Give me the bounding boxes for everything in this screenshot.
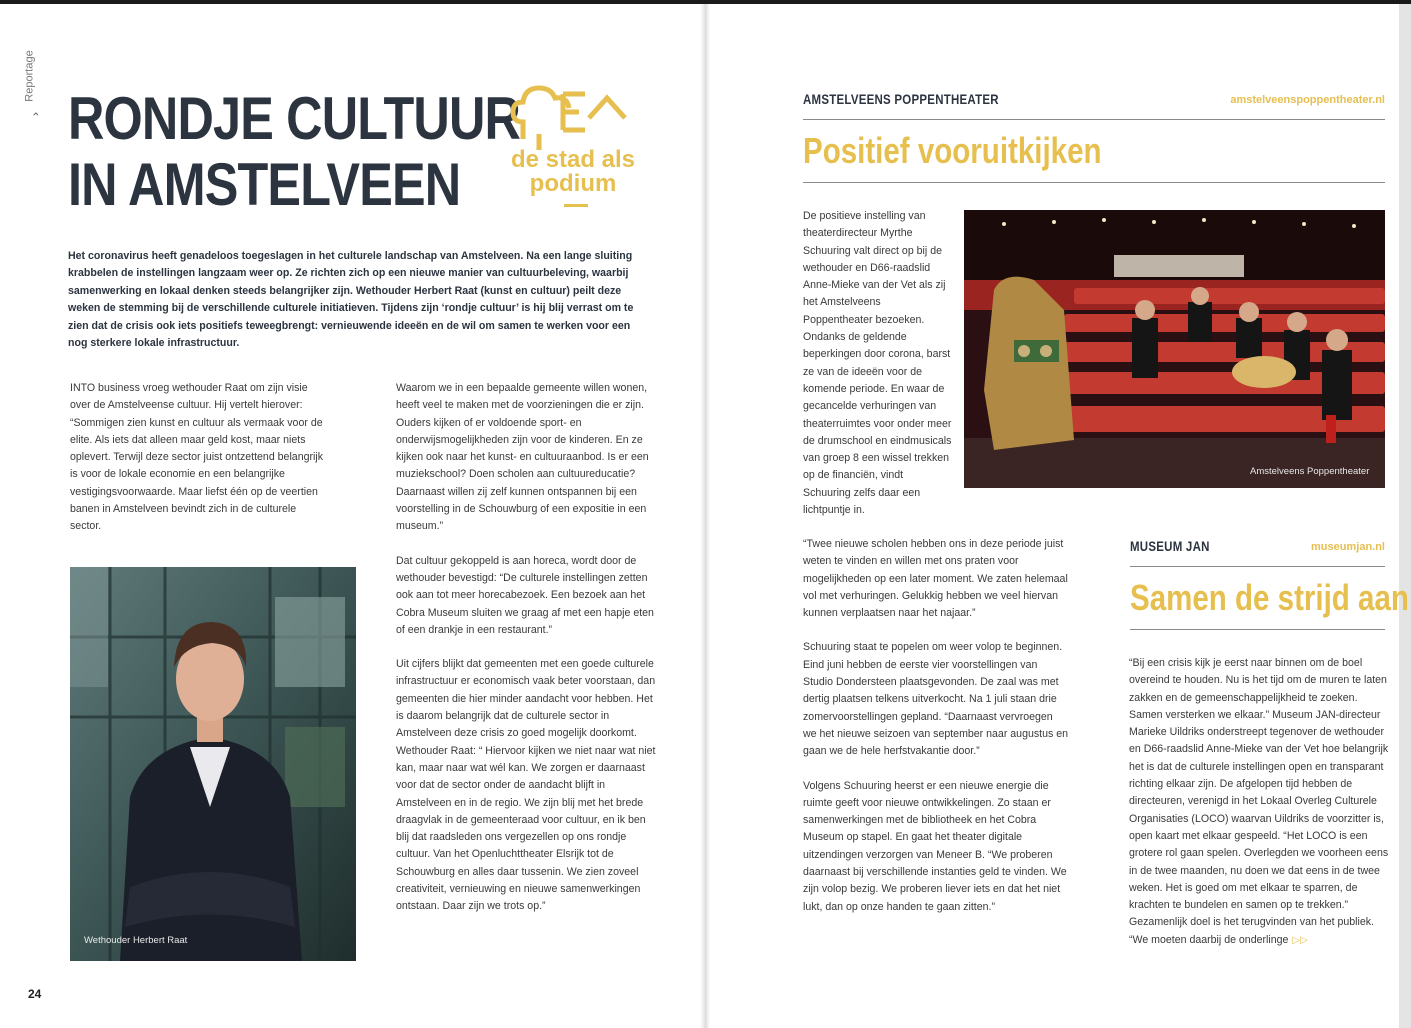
title-line-1: RONDJE CULTUUR bbox=[68, 85, 521, 152]
section-tag-label: Reportage bbox=[23, 50, 36, 102]
logo-underline bbox=[564, 204, 588, 207]
page-edge bbox=[1399, 4, 1411, 1028]
article1-title bbox=[803, 131, 1385, 171]
theater-illustration bbox=[964, 210, 1385, 488]
theater-photo bbox=[964, 210, 1385, 488]
page-spine bbox=[700, 4, 710, 1028]
article2-org-label: MUSEUM JAN bbox=[1130, 538, 1210, 554]
divider bbox=[1130, 629, 1385, 630]
article1-narrow-column bbox=[803, 208, 953, 536]
article2-text: “Bij een crisis kijk je eerst naar binnen om de boel overeind te houden. Nu is het tijd om de muren te laten zakken en de gemeenschappelijkheid te zoeken. Samen versterken we elkaar.” Museum JAN-directeur Marieke Uildriks onderstreept tegenover de wethouder en D66-raadslid Anne-Mieke van der Vet hoe belangrijk het is dat de culturele instellingen open en transparant richting elkaar zijn. De afgelopen tijd hebben de directeuren, verenigd in het Lokaal Overleg Culturele Organisaties (LOCO) waarvan Uildriks de voorzitter is, open kaart met elkaar gespeeld. “Het LOCO is een grotere rol gaan spelen. Overlegden we voorheen eens in de twee maanden, nu doen we dat eens in de twee weken. Het is goed om met elkaar te sparren, de krachten te bundelen en samen op te trekken.” Gezamenlijk doel is het terugvinden van het publiek. “We moeten daarbij de onderlinge bbox=[1129, 657, 1389, 946]
body-paragraph: Waarom we in een bepaalde gemeente willen wonen, heeft veel te maken met de voorzieningen die er zijn. Ouders kijken of er voldoende sport- en onderwijsmogelijkheden zijn voor de kinderen. En ze kijken ook naar het kunst- en cultuuraanbod. Is er een muziekschool? Doen scholen aan cultuureducatie? Daarnaast willen zij zelf kunnen ontspannen bij een voorstelling in de Schouwburg of een expositie in een museum.” bbox=[396, 382, 649, 533]
article1-body bbox=[803, 536, 1068, 933]
continue-arrow-icon: ▷▷ bbox=[1292, 934, 1308, 946]
page-number: 24 bbox=[28, 987, 42, 1001]
body-paragraph: “Twee nieuwe scholen hebben ons in deze periode juist weten te vinden en willen met ons praten voor mogelijkheden op een later moment. We zaten helemaal vol met verhuringen. Gelukkig hebben we veel hiervan kunnen verplaatsen naar het najaar.” bbox=[803, 538, 1068, 620]
chevron-right-icon: › bbox=[28, 111, 43, 117]
logo-line-2: podium bbox=[529, 170, 617, 197]
article2-url[interactable]: museumjan.nl bbox=[1311, 541, 1385, 553]
article1-title-text: Positief vooruitkijken bbox=[803, 130, 1102, 171]
divider bbox=[1130, 566, 1385, 567]
body-paragraph: INTO business vroeg wethouder Raat om zijn visie over de Amstelveense cultuur. Hij vertelt hierover: “Sommigen zien kunst en cultuur als vermaak voor de elite. Als iets dat alleen maar geld kost, maar niets oplevert. Terwijl deze sector juist ontzettend belangrijk is voor de lokale economie en een belangrijke vestigingsvoorwaarde. Maar liefst één op de veertien banen in Amstelveen bevindt zich in de culturele sector. bbox=[70, 382, 324, 533]
article1-org-label: AMSTELVEENS POPPENTHEATER bbox=[803, 91, 999, 107]
body-paragraph: Schuuring staat te popelen om weer volop te beginnen. Eind juni hebben de eerste vier voorstellingen van Studio Dondersteen plaatsgevonden. De zaal was met dertig plaatsen telkens uitverkocht. Na 1 juli staan drie zomervoorstellingen gepland. “Daarnaast vervroegen we het nieuwe seizoen van september naar augustus en gaan we de hele herfstvakantie door.” bbox=[803, 641, 1069, 758]
body-paragraph: De positieve instelling van theaterdirecteur Myrthe Schuuring valt direct op bij de wethouder en D66-raadslid Anne-Mieke van der Vet als zij het Amstelveens Poppentheater bezoeken. Ondanks de geldende beperkingen door corona, barst ze van de ideeën voor de komende periode. En waar de gecancelde verhuringen van theaterruimtes voor onder meer de drumschool en eindmusicals van groep 8 een wissel trekken op de financiën, vindt Schuuring zelfs daar een lichtpuntje in. bbox=[803, 210, 952, 517]
divider bbox=[803, 182, 1385, 183]
article2-title-text: Samen de strijd aan bbox=[1130, 577, 1409, 618]
logo-text bbox=[505, 148, 641, 196]
body-paragraph bbox=[1129, 655, 1391, 949]
article2-body bbox=[1129, 655, 1391, 966]
photo-caption: Wethouder Herbert Raat bbox=[84, 935, 188, 946]
intro-paragraph: Het coronavirus heeft genadeloos toegeslagen in het culturele landschap van Amstelveen. Na een lange sluiting krabbelen de instellingen langzaam weer op. Ze richten zich op een nieuwe manier van cultuurbeleving, waarbij samenwerking en lokaal denken steeds belangrijker zijn. Wethouder Herbert Raat (kunst en cultuur) peilt deze weken de stemming bij de verschillende culturele initiatieven. Tijdens zijn ‘rondje cultuur’ is hij blij verrast om te zien dat de crisis ook iets positiefs teweegbrengt: vernieuwende ideeën en de wil om samen te werken voor een nog sterkere lokale infrastructuur. bbox=[68, 250, 634, 350]
divider bbox=[803, 119, 1385, 120]
body-paragraph: Dat cultuur gekoppeld is aan horeca, wordt door de wethouder bevestigd: “De culturele instellingen zetten ook aan tot meer horecabezoek. Een bezoek aan het Cobra Museum sluiten we graag af met een hapje eten of een drankje in een restaurant.” bbox=[396, 554, 654, 636]
house-cloud-logo-icon bbox=[505, 84, 645, 154]
body-paragraph: Volgens Schuuring heerst er een nieuwe energie die ruimte geeft voor nieuwe ontwikkelingen. Zo staan er samenwerkingen met de bibliotheek en het Cobra Museum op stapel. En gaat het theater digitale uitzendingen verzorgen van Meneer B. “We proberen daarnaast bij verschillende instanties geld te vinden. We zijn volop bezig. We proberen liever iets en dat het niet lukt, dan op onze handen te gaan zitten.” bbox=[803, 779, 1067, 913]
photo-caption: Amstelveens Poppentheater bbox=[1250, 466, 1370, 477]
article1-url[interactable]: amstelveenspoppentheater.nl bbox=[1230, 94, 1385, 106]
article1-org bbox=[803, 91, 1103, 107]
left-column-1 bbox=[70, 380, 328, 553]
section-tag bbox=[23, 45, 48, 117]
logo-line-1: de stad als bbox=[510, 146, 636, 173]
title-line-2: IN AMSTELVEEN bbox=[68, 151, 461, 218]
article2-title bbox=[1130, 577, 1409, 618]
page-title bbox=[68, 85, 521, 218]
stad-als-podium-logo bbox=[505, 84, 645, 214]
portrait-illustration bbox=[70, 567, 356, 961]
left-column-2 bbox=[396, 380, 660, 933]
body-paragraph: Uit cijfers blijkt dat gemeenten met een goede culturele infrastructuur er economisch vaak beter voorstaan, dan gemeenten die hier minder aandacht voor hebben. Het is daarom belangrijk dat de culturele sector in Amstelveen deze crisis zo goed mogelijk doorkomt. Wethouder Raat: “ Hiervoor kijken we niet naar wat niet kan, maar naar wat wél kan. We zorgen er daarnaast voor dat de sector onder de aandacht blijft in Amstelveen en in de regio. We zijn blij met het brede draagvlak in de gemeenteraad voor cultuur, en ik ben blij dat raadsleden ons vergezellen op ons rondje cultuur. Van het Openluchttheater Elsrijk tot de Schouwburg en alles daar tussenin. We zien zoveel creativiteit, vernieuwing en nieuwe samenwerkingen ontstaan. Daar zijn we trots op.” bbox=[396, 658, 656, 913]
portrait-photo bbox=[70, 567, 356, 961]
